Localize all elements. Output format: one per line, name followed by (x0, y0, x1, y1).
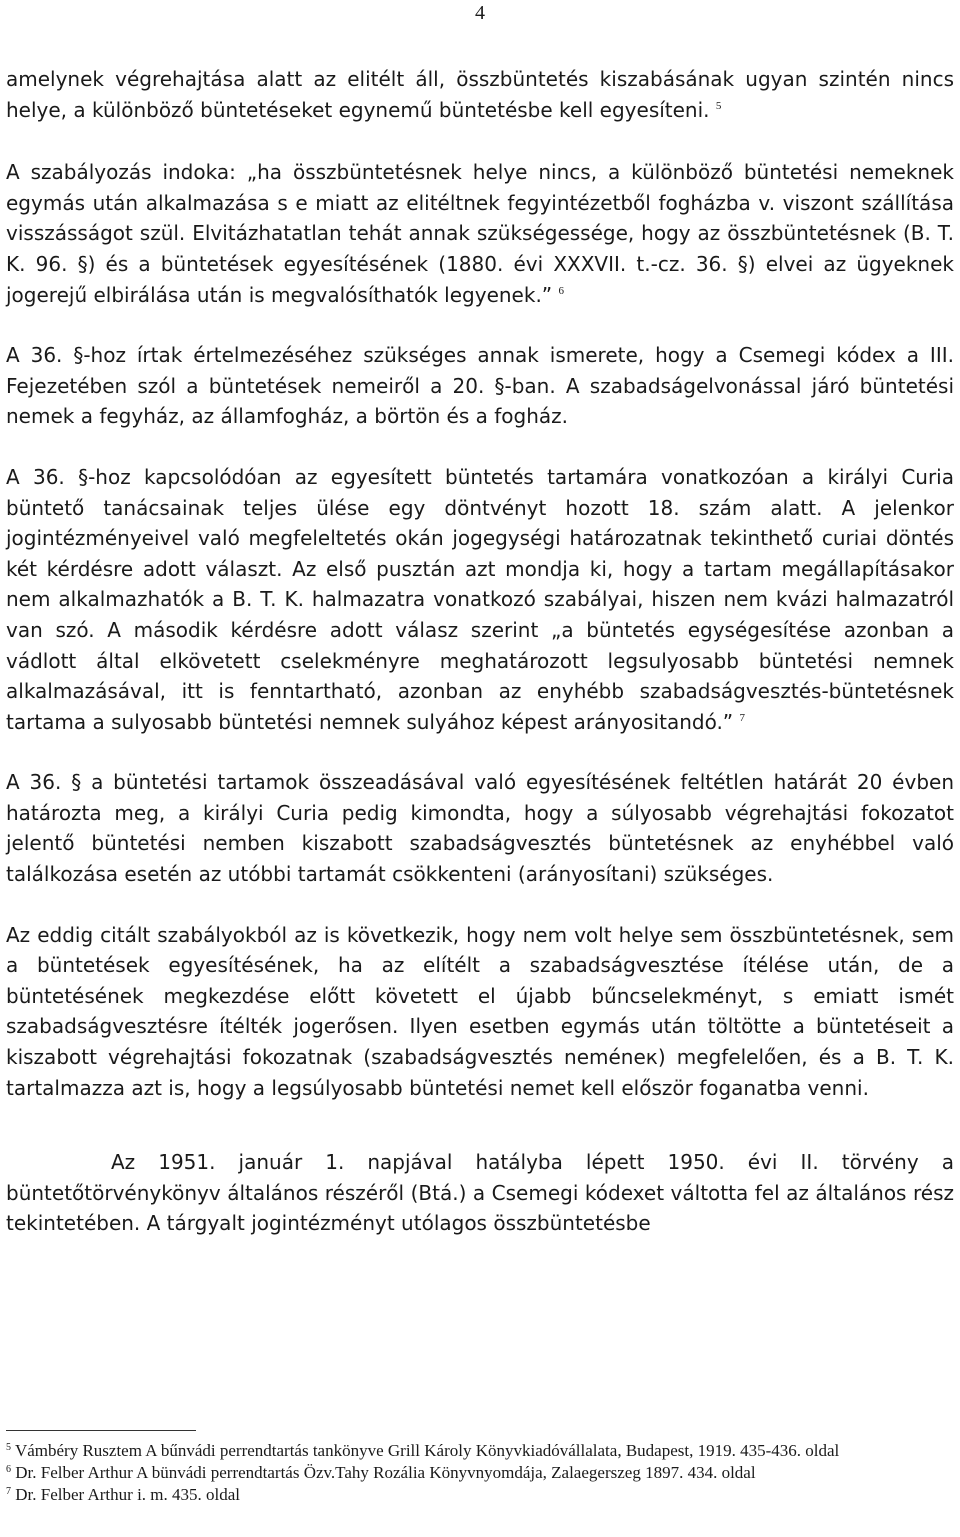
paragraph-1 (6, 64, 954, 125)
paragraph-2 (6, 157, 954, 310)
footnote-5 (6, 1440, 954, 1462)
paragraph-text: A 36. §-hoz írtak értelmezéséhez szükséges annak ismerete, hogy a Csemegi kódex a III. Fejezetében szól a büntetések nemeiről a 20. §-ban. A szabadságelvonással járó büntetési nemek a fegyház, az államfogház, a börtön és a fogház. (6, 343, 954, 429)
page-number: 4 (475, 2, 485, 24)
footnote-6 (6, 1462, 954, 1484)
footnotes (6, 1440, 954, 1506)
paragraph-7 (6, 1147, 954, 1239)
footnote-ref-5: 5 (715, 99, 722, 112)
paragraph-text: A szabályozás indoka: „ha összbüntetésnek helye nincs, a különböző büntetési nemeknek egymás után alkalmazása s e miatt az elitéltnek fegyintézetből fogházba v. viszont szállítása visszásságot szül. Elvitázhatatlan tehát annak szükségessége, hogy az összbüntetésnek (B. T. K. 96. §) és a büntetések egyesítésének (1880. évi XXXVII. t.-cz. 36. §) elvei az ügyeknek jogerejű elbirálása után is megvalósíthatók legyenek.” (6, 160, 954, 307)
paragraph-3 (6, 340, 954, 432)
paragraph-text: A 36. §-hoz kapcsolódóan az egyesített büntetés tartamára vonatkozóan a királyi Curia büntető tanácsainak teljes ülése egy döntvényt hozott 18. szám alatt. A jelenkor jogintézményeivel való megfeleltetés okán jogegységi határozatnak tekinthető curiai döntés két kérdésre adott választ. Az első pusztán azt mondja ki, hogy a tartam megállapításakor nem alkalmazhatók a B. T. K. halmazatra vonatkozó szabályai, hiszen nem kvázi halmazatról van szó. A második kérdésre adott válasz szerint „a büntetés egységesítése azonban a vádlott által elkövetett cselekményre meghatározott legsulyosabb büntetési nemnek alkalmazásával, itt is fenntartható, azonban az enyhébb szabadságvesztés-büntetésnek tartama a sulyosabb büntetési nemnek sulyához képest arányositandó.” (6, 464, 954, 734)
paragraph-5 (6, 767, 954, 889)
footnote-text: Dr. Felber Arthur i. m. 435. oldal (11, 1485, 241, 1504)
paragraph-text: A 36. § a büntetési tartamok összeadásával való egyesítésének feltétlen határát 20 évben határozta meg, a királyi Curia pedig kimondta, hogy a súlyosabb végrehajtási fokozatot jelentő büntetési nemben kiszabott szabadságvesztés büntetésnek az enyhébbel való találkozása esetén az utóbbi tartamát csökkenteni (arányosítani) szükséges. (6, 770, 954, 887)
paragraph-4 (6, 462, 954, 737)
footnote-ref-6: 6 (558, 284, 565, 297)
footnote-number: 6 (6, 1464, 11, 1475)
footnote-number: 7 (6, 1486, 11, 1497)
paragraph-text: amelynek végrehajtása alatt az elitélt áll, összbüntetés kiszabásának ugyan szintén nincs helye, a különböző büntetéseket egynemű büntetésbe kell egyesíteni. (6, 67, 954, 122)
footnote-text: Dr. Felber Arthur A bünvádi perrendtartás Özv.Tahy Rozália Könyvnyomdája, Zalaegerszeg 1897. 434. oldal (11, 1463, 756, 1482)
footnote-text: Vámbéry Rusztem A bűnvádi perrendtartás tankönyve Grill Károly Könyvkiadóvállalata, Budapest, 1919. 435-436. oldal (11, 1441, 840, 1460)
footnote-number: 5 (6, 1442, 11, 1453)
footnote-ref-7: 7 (739, 711, 746, 724)
footnote-7 (6, 1484, 954, 1506)
paragraph-text: Az 1951. január 1. napjával hatályba lépett 1950. évi II. törvény a büntetőtörvénykönyv általános részéről (Btá.) a Csemegi kódexet váltotta fel az általános rész tekintetében. A tárgyalt jogintézményt utólagos összbüntetésbe (6, 1150, 954, 1236)
document-body (6, 64, 954, 1269)
paragraph-text: Az eddig citált szabályokból az is következik, hogy nem volt helye sem összbüntetésnek, sem a büntetések egyesítésének, ha az elítélt a szabadságvesztése ítélése után, de a büntetésének megkezdése előtt követett el újabb bűncselekményt, s emiatt ismét szabadságvesztésre ítélték jogerősen. Ilyen esetben egymás után töltötte a büntetéseit a kiszabott végrehajtási fokozatnak (szabadságvesztés neméneк) megfelelően, és a B. T. K. tartalmazza azt is, hogy a legsúlyosabb büntetési nemet kell először foganatba venni. (6, 922, 954, 1100)
footnote-separator (6, 1430, 196, 1431)
paragraph-6 (6, 920, 954, 1104)
